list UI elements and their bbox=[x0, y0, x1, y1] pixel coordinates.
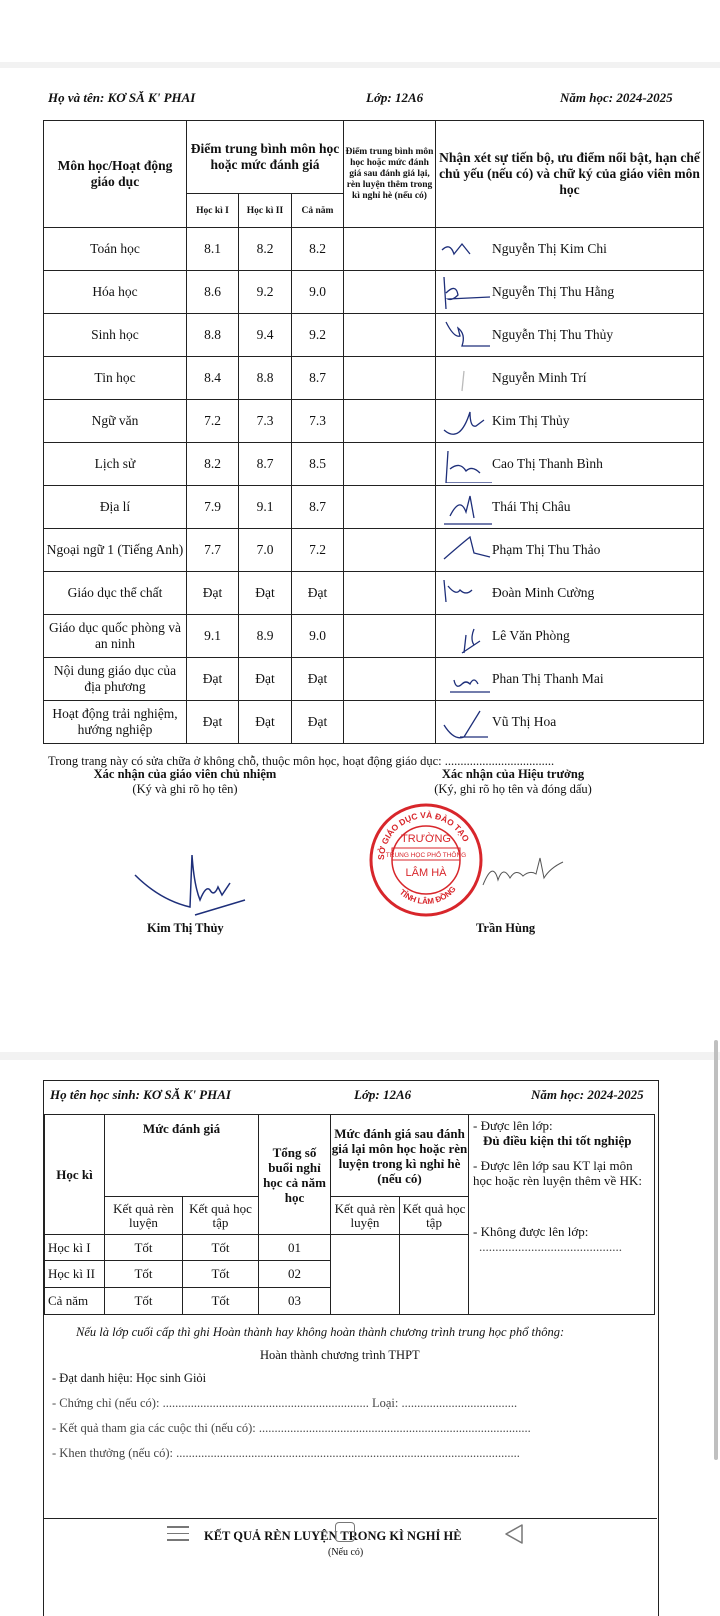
teacher-cell bbox=[436, 357, 704, 400]
summer-cell bbox=[344, 486, 436, 529]
promotion-column bbox=[469, 1115, 655, 1315]
sem2-cell: 7.0 bbox=[239, 529, 292, 572]
grade-row bbox=[44, 357, 704, 400]
teacher-cell bbox=[436, 701, 704, 744]
year-cell: Đạt bbox=[292, 572, 344, 615]
teacher-name: Lê Văn Phòng bbox=[492, 628, 570, 643]
stamp-line2: TRUNG HỌC PHỔ THÔNG bbox=[385, 852, 467, 859]
p2-study: Tốt bbox=[183, 1288, 259, 1315]
p2-re-study-cell bbox=[400, 1235, 469, 1315]
year-cell: 8.7 bbox=[292, 357, 344, 400]
menu-icon[interactable] bbox=[167, 1523, 189, 1541]
top-gap bbox=[0, 0, 720, 62]
principal-name: Trần Hùng bbox=[476, 921, 536, 935]
teacher-name: Nguyễn Thị Thu Thủy bbox=[492, 327, 614, 342]
subject-cell: Địa lí bbox=[44, 486, 187, 529]
principal-signature bbox=[478, 850, 568, 895]
subject-cell: Hóa học bbox=[44, 271, 187, 314]
p2-absent: 03 bbox=[259, 1288, 331, 1315]
summer-cell bbox=[344, 701, 436, 744]
homeroom-sub: (Ký và ghi rõ họ tên) bbox=[132, 782, 238, 796]
stamp-line1: TRƯỜNG bbox=[401, 833, 451, 845]
teacher-signature bbox=[440, 662, 494, 698]
teacher-name: Đoàn Minh Cường bbox=[492, 585, 595, 600]
subject-cell: Hoạt động trải nghiệm, hướng nghiệp bbox=[44, 701, 187, 744]
footer-sub: (Nếu có) bbox=[328, 1547, 364, 1558]
stamp-line3: LÂM HÀ bbox=[405, 867, 447, 879]
teacher-cell bbox=[436, 486, 704, 529]
teacher-name: Kim Thị Thủy bbox=[492, 413, 570, 428]
scrollbar[interactable] bbox=[714, 1040, 718, 1460]
homeroom-confirm bbox=[55, 767, 315, 797]
school-year: Năm học: 2024-2025 bbox=[560, 90, 673, 105]
teacher-cell bbox=[436, 400, 704, 443]
sem2-cell: 9.2 bbox=[239, 271, 292, 314]
p2-absent: 01 bbox=[259, 1235, 331, 1261]
year-cell: 7.2 bbox=[292, 529, 344, 572]
year-cell: 9.0 bbox=[292, 271, 344, 314]
student-name: Họ và tên: KƠ SĂ K' PHAI bbox=[48, 90, 196, 105]
sem2-cell: 8.9 bbox=[239, 615, 292, 658]
teacher-name: Nguyễn Thị Kim Chi bbox=[492, 241, 607, 256]
teacher-name: Vũ Thị Hoa bbox=[492, 714, 557, 729]
stamp-ring-text: SỞ GIÁO DỤC VÀ ĐÀO TẠO bbox=[375, 809, 472, 861]
teacher-signature bbox=[440, 619, 494, 655]
grade-row bbox=[44, 400, 704, 443]
principal-title: Xác nhận của Hiệu trưởng bbox=[441, 767, 585, 781]
graduation-note: Nếu là lớp cuối cấp thì ghi Hoàn thành hay không hoàn thành chương trình trung học phổ thông: bbox=[76, 1325, 565, 1339]
sem1-cell: Đạt bbox=[187, 658, 239, 701]
teacher-signature bbox=[440, 705, 494, 741]
year-cell: 8.7 bbox=[292, 486, 344, 529]
teacher-name: Thái Thị Châu bbox=[492, 499, 571, 514]
grade-row bbox=[44, 271, 704, 314]
footer-title: KẾT QUẢ RÈN LUYỆN TRONG KÌ NGHỈ HÈ bbox=[204, 1529, 462, 1543]
p2-header-term: Học kì bbox=[45, 1115, 105, 1235]
footer-divider bbox=[43, 1518, 657, 1519]
sem1-cell: 7.9 bbox=[187, 486, 239, 529]
teacher-signature bbox=[440, 404, 494, 440]
subject-cell: Lịch sử bbox=[44, 443, 187, 486]
teacher-signature bbox=[440, 275, 494, 311]
teacher-signature bbox=[440, 533, 494, 569]
promoted-after-label: - Được lên lớp sau KT lại môn học hoặc rèn luyện thêm về HK: bbox=[473, 1158, 642, 1188]
subject-cell: Nội dung giáo dục của địa phương bbox=[44, 658, 187, 701]
p2-term: Cả năm bbox=[45, 1288, 105, 1315]
year-cell: Đạt bbox=[292, 701, 344, 744]
p2-absent: 02 bbox=[259, 1261, 331, 1288]
correction-note: Trong trang này có sửa chữa ở không chỗ, thuộc môn học, hoạt động giáo dục: ................................... bbox=[48, 754, 555, 768]
competition-line: - Kết quả tham gia các cuộc thi (nếu có): ....................................................................................... bbox=[52, 1421, 531, 1435]
sem2-cell: 9.4 bbox=[239, 314, 292, 357]
sem2-cell: 8.8 bbox=[239, 357, 292, 400]
page-gap bbox=[0, 1052, 720, 1060]
teacher-name: Phan Thị Thanh Mai bbox=[492, 671, 604, 686]
p2-conduct: Tốt bbox=[105, 1235, 183, 1261]
stamp-bottom-text: TỈNH LÂM ĐỒNG bbox=[397, 884, 458, 907]
teacher-name: Nguyễn Minh Trí bbox=[492, 370, 587, 385]
year-cell: 9.0 bbox=[292, 615, 344, 658]
not-promoted-dots: ............................................ bbox=[479, 1239, 623, 1254]
p2-conduct: Tốt bbox=[105, 1288, 183, 1315]
header-average: Điểm trung bình môn học hoặc mức đánh giá bbox=[187, 121, 344, 194]
teacher-signature bbox=[440, 576, 494, 612]
p2-term: Học kì I bbox=[45, 1235, 105, 1261]
teacher-signature bbox=[440, 232, 494, 268]
summer-cell bbox=[344, 271, 436, 314]
p2-year: Năm học: 2024-2025 bbox=[531, 1087, 644, 1102]
sem1-cell: Đạt bbox=[187, 572, 239, 615]
header-sem1: Học kì I bbox=[187, 194, 239, 228]
teacher-signature bbox=[440, 447, 494, 483]
principal-sub: (Ký, ghi rõ họ tên và đóng dấu) bbox=[434, 782, 592, 796]
teacher-name: Cao Thị Thanh Bình bbox=[492, 456, 603, 471]
year-cell: 9.2 bbox=[292, 314, 344, 357]
class-label: Lớp: 12A6 bbox=[366, 90, 424, 105]
header-comment: Nhận xét sự tiến bộ, ưu điểm nổi bật, hạn chế chủ yếu (nếu có) và chữ ký của giáo viên môn học bbox=[436, 121, 704, 228]
grade-row bbox=[44, 314, 704, 357]
p2-header-study: Kết quả học tập bbox=[183, 1197, 259, 1235]
year-cell: 7.3 bbox=[292, 400, 344, 443]
teacher-cell bbox=[436, 529, 704, 572]
p2-header-conduct: Kết quả rèn luyện bbox=[105, 1197, 183, 1235]
grade-row bbox=[44, 529, 704, 572]
summer-cell bbox=[344, 400, 436, 443]
teacher-signature bbox=[440, 490, 494, 526]
teacher-cell bbox=[436, 443, 704, 486]
grade-row bbox=[44, 486, 704, 529]
summer-cell bbox=[344, 357, 436, 400]
grades-table bbox=[43, 120, 704, 744]
grade-row bbox=[44, 228, 704, 271]
summer-cell bbox=[344, 314, 436, 357]
teacher-signature bbox=[440, 318, 494, 354]
sem1-cell: 8.2 bbox=[187, 443, 239, 486]
teacher-cell bbox=[436, 658, 704, 701]
summer-cell bbox=[344, 228, 436, 271]
p2-header-re-rating: Mức đánh giá sau đánh giá lại môn học hoặc rèn luyện trong kì nghỉ hè (nếu có) bbox=[331, 1115, 469, 1197]
p2-student-name: Họ tên học sinh: KƠ SĂ K' PHAI bbox=[50, 1087, 231, 1102]
sem2-cell: Đạt bbox=[239, 701, 292, 744]
grade-row bbox=[44, 615, 704, 658]
school-stamp bbox=[366, 800, 486, 920]
subject-cell: Giáo dục quốc phòng và an ninh bbox=[44, 615, 187, 658]
summer-cell bbox=[344, 658, 436, 701]
teacher-cell bbox=[436, 572, 704, 615]
homeroom-title: Xác nhận của giáo viên chủ nhiệm bbox=[93, 767, 277, 781]
sem1-cell: 9.1 bbox=[187, 615, 239, 658]
year-cell: 8.2 bbox=[292, 228, 344, 271]
top-gap-line bbox=[0, 62, 720, 68]
promoted-label: - Được lên lớp: bbox=[473, 1118, 553, 1133]
teacher-name: Nguyễn Thị Thu Hằng bbox=[492, 284, 615, 299]
p2-term: Học kì II bbox=[45, 1261, 105, 1288]
homeroom-signature bbox=[130, 845, 250, 920]
subject-cell: Tin học bbox=[44, 357, 187, 400]
reward-line: - Khen thưởng (nếu có): .............................................................................................................. bbox=[52, 1446, 520, 1460]
p2-study: Tốt bbox=[183, 1235, 259, 1261]
summer-cell bbox=[344, 443, 436, 486]
summary-table bbox=[44, 1114, 655, 1315]
sem1-cell: 7.7 bbox=[187, 529, 239, 572]
sem2-cell: 9.1 bbox=[239, 486, 292, 529]
summer-cell bbox=[344, 615, 436, 658]
p2-header-absent: Tổng số buổi nghỉ học cả năm học bbox=[259, 1115, 331, 1235]
eligible-label: Đủ điều kiện thi tốt nghiệp bbox=[483, 1133, 632, 1148]
subject-cell: Ngoại ngữ 1 (Tiếng Anh) bbox=[44, 529, 187, 572]
year-cell: Đạt bbox=[292, 658, 344, 701]
subject-cell: Toán học bbox=[44, 228, 187, 271]
subject-cell: Sinh học bbox=[44, 314, 187, 357]
subject-cell: Giáo dục thể chất bbox=[44, 572, 187, 615]
teacher-cell bbox=[436, 615, 704, 658]
teacher-cell bbox=[436, 271, 704, 314]
home-icon[interactable] bbox=[335, 1522, 355, 1542]
not-promoted-label: - Không được lên lớp: bbox=[473, 1224, 589, 1239]
year-cell: 8.5 bbox=[292, 443, 344, 486]
teacher-cell bbox=[436, 314, 704, 357]
sem2-cell: 7.3 bbox=[239, 400, 292, 443]
p2-study: Tốt bbox=[183, 1261, 259, 1288]
p2-header-re-conduct: Kết quả rèn luyện bbox=[331, 1197, 400, 1235]
sem1-cell: 8.8 bbox=[187, 314, 239, 357]
header-sem2: Học kì II bbox=[239, 194, 292, 228]
sem1-cell: 8.4 bbox=[187, 357, 239, 400]
homeroom-name: Kim Thị Thủy bbox=[147, 921, 224, 935]
header-year: Cả năm bbox=[292, 194, 344, 228]
grade-row bbox=[44, 572, 704, 615]
header-summer: Điểm trung bình môn học hoặc mức đánh giá sau đánh giá lại, rèn luyện thêm trong kì nghỉ hè (nếu có) bbox=[344, 121, 436, 228]
sem1-cell: 8.1 bbox=[187, 228, 239, 271]
sem2-cell: 8.7 bbox=[239, 443, 292, 486]
summer-cell bbox=[344, 529, 436, 572]
p2-header-rating: Mức đánh giá bbox=[105, 1115, 259, 1197]
sem1-cell: 7.2 bbox=[187, 400, 239, 443]
teacher-signature bbox=[440, 361, 494, 397]
p2-re-conduct-cell bbox=[331, 1235, 400, 1315]
teacher-name: Phạm Thị Thu Thảo bbox=[492, 542, 601, 557]
grade-row bbox=[44, 443, 704, 486]
p2-conduct: Tốt bbox=[105, 1261, 183, 1288]
sem2-cell: Đạt bbox=[239, 658, 292, 701]
header-subject: Môn học/Hoạt động giáo dục bbox=[44, 121, 187, 228]
sem2-cell: Đạt bbox=[239, 572, 292, 615]
grade-row bbox=[44, 658, 704, 701]
sem1-cell: 8.6 bbox=[187, 271, 239, 314]
p2-class: Lớp: 12A6 bbox=[354, 1087, 412, 1102]
sem2-cell: 8.2 bbox=[239, 228, 292, 271]
certificate-line: - Chứng chỉ (nếu có): .................................................................. Loại: ..................................... bbox=[52, 1396, 518, 1410]
sem1-cell: Đạt bbox=[187, 701, 239, 744]
subject-cell: Ngữ văn bbox=[44, 400, 187, 443]
teacher-cell bbox=[436, 228, 704, 271]
summer-cell bbox=[344, 572, 436, 615]
p2-header-re-study: Kết quả học tập bbox=[400, 1197, 469, 1235]
title-award: - Đạt danh hiệu: Học sinh Giỏi bbox=[52, 1371, 207, 1385]
back-icon[interactable] bbox=[502, 1522, 526, 1546]
principal-confirm bbox=[378, 767, 648, 797]
graduation-value: Hoàn thành chương trình THPT bbox=[260, 1348, 420, 1362]
grade-row bbox=[44, 701, 704, 744]
